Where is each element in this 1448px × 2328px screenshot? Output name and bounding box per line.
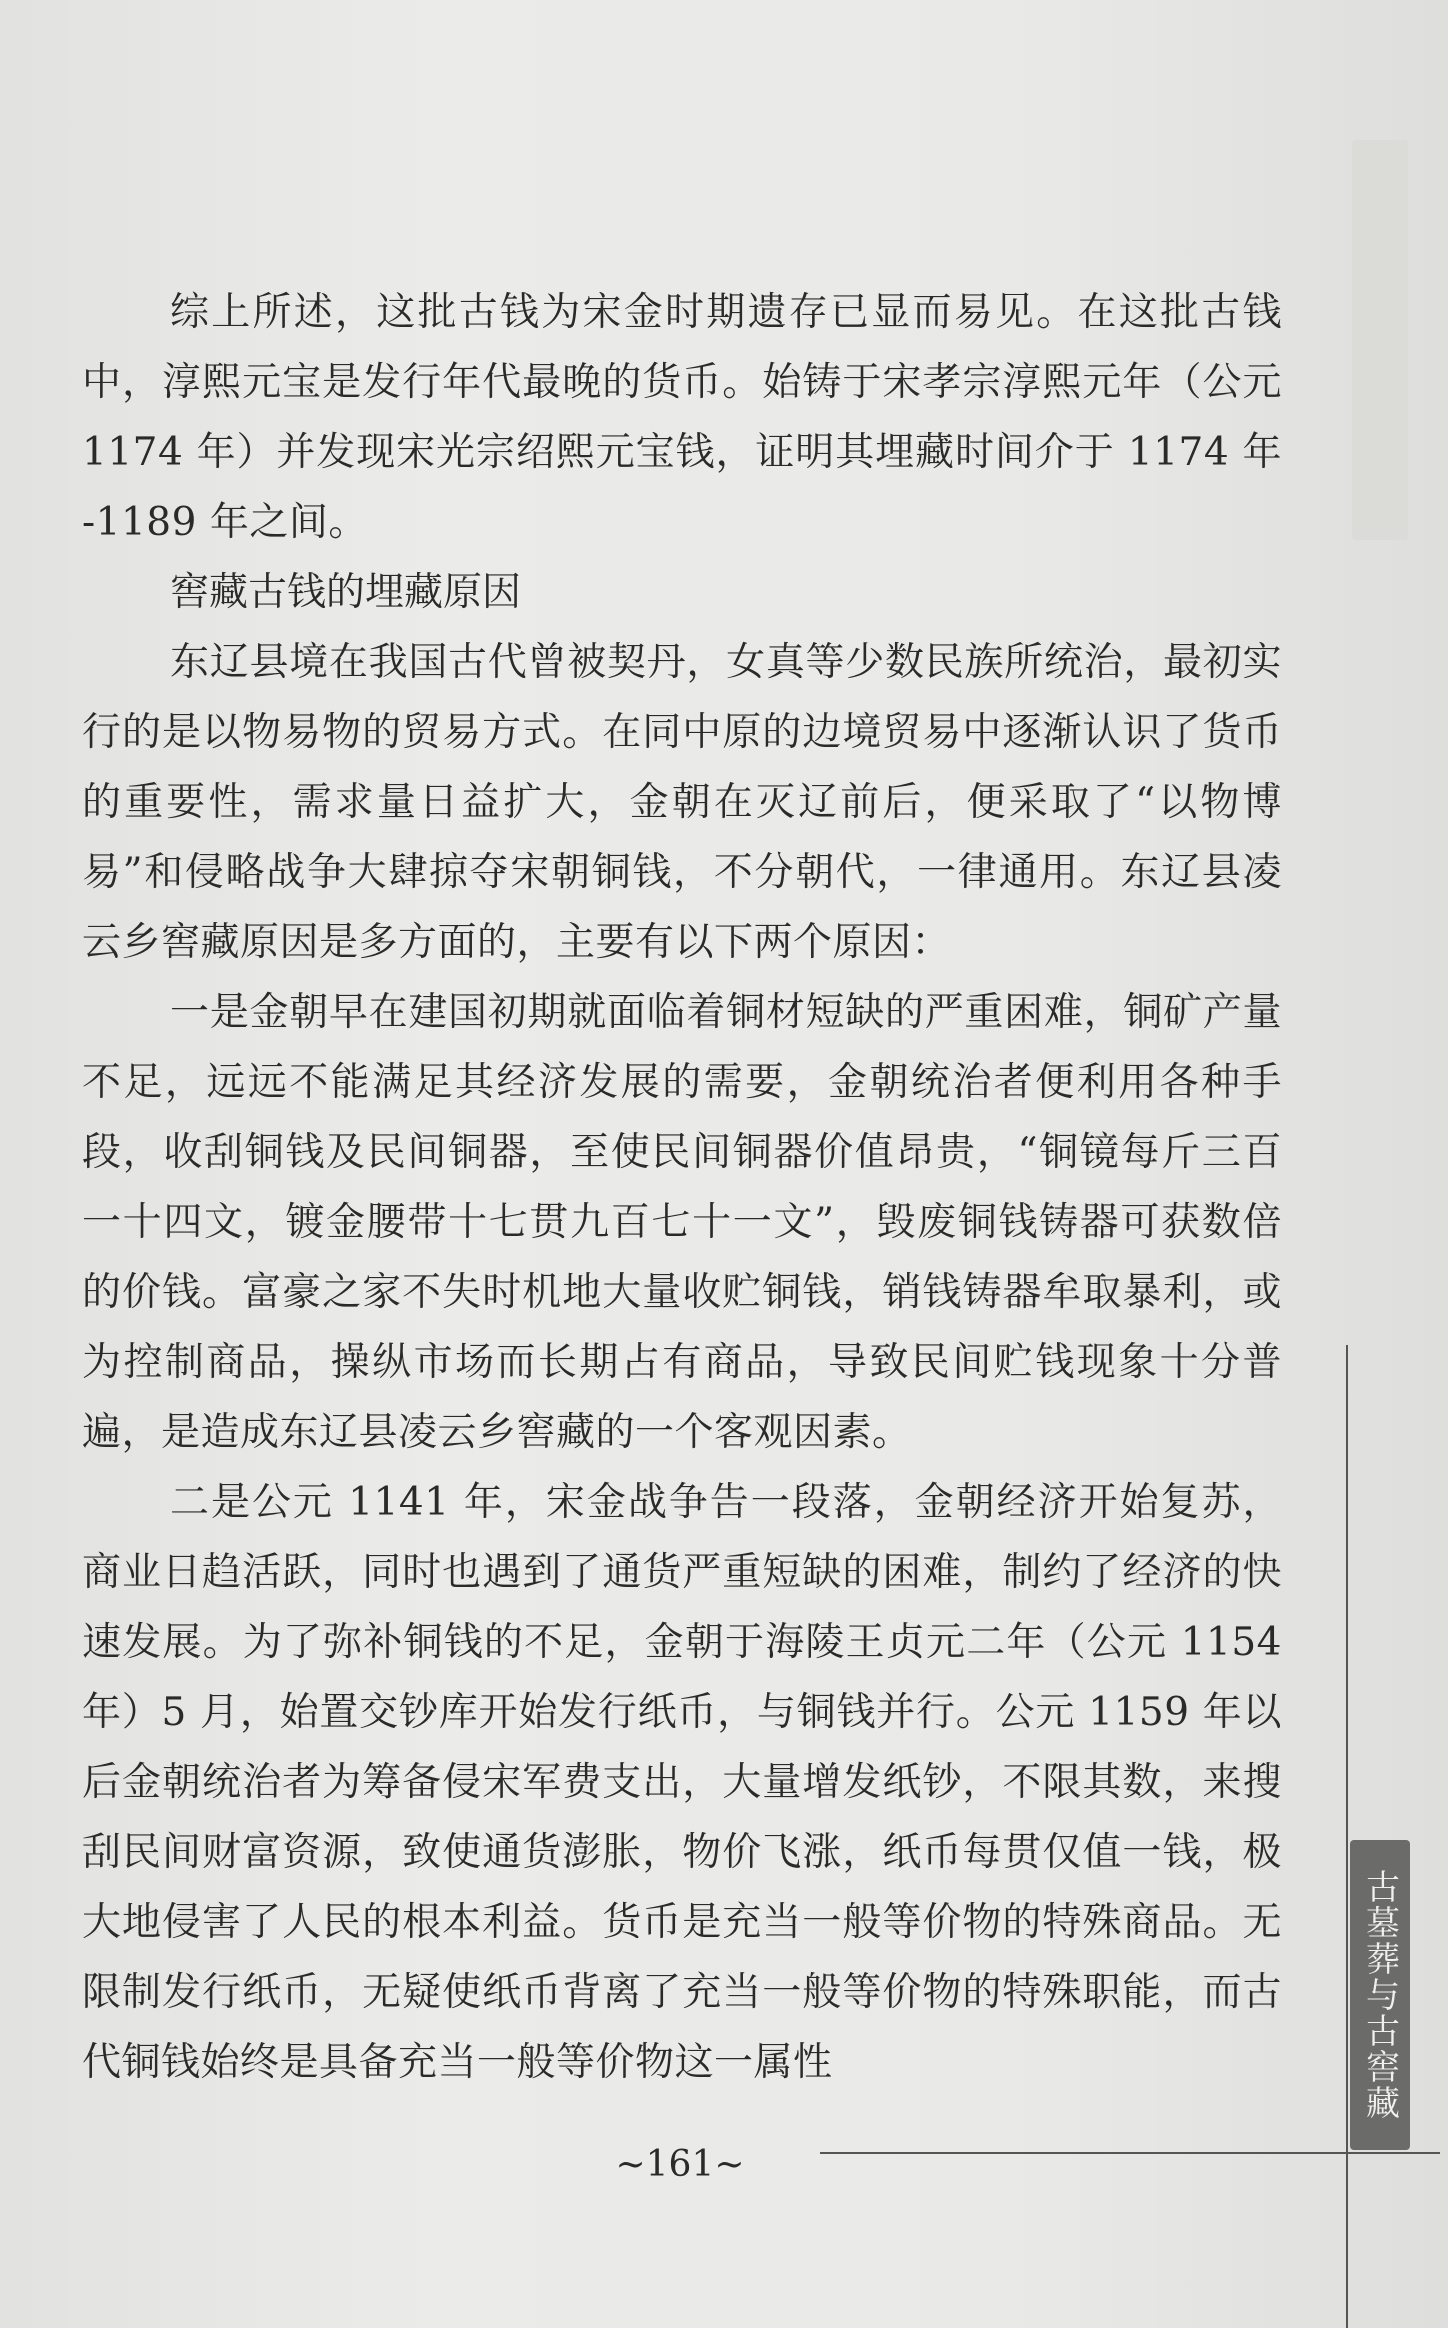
- margin-vertical-rule: [1346, 1345, 1348, 2328]
- chapter-side-tab: [1350, 1840, 1410, 2150]
- paragraph-reason-one: 一是金朝早在建国初期就面临着铜材短缺的严重困难，铜矿产量不足，远远不能满足其经济发展的需要，金朝统治者便利用各种手段，收刮铜钱及民间铜器，至使民间铜器价值昂贵，“铜镜每斤三百一十四文，镀金腰带十七贯九百七十一文”，毁废铜钱铸器可获数倍的价钱。富豪之家不失时机地大量收贮铜钱，销钱铸器牟取暴利，或为控制商品，操纵市场而长期占有商品，导致民间贮钱现象十分普遍，是造成东辽县凌云乡窖藏的一个客观因素。: [82, 990, 1282, 1455]
- body-text: [82, 278, 1282, 2098]
- side-tab-bleed: [1352, 140, 1408, 540]
- page-number: ~161~: [615, 2144, 745, 2185]
- section-heading: 窖藏古钱的埋藏原因: [170, 570, 522, 615]
- paragraph-reason-two: 二是公元 1141 年，宋金战争告一段落，金朝经济开始复苏，商业日趋活跃，同时也遇到了通货严重短缺的困难，制约了经济的快速发展。为了弥补铜钱的不足，金朝于海陵王贞元二年（公元 1154 年）5 月，始置交钞库开始发行纸币，与铜钱并行。公元 1159 年以后金朝统治者为筹备侵宋军费支出，大量增发纸钞，不限其数，来搜刮民间财富资源，致使通货澎胀，物价飞涨，纸币每贯仅值一钱，极大地侵害了人民的根本利益。货币是充当一般等价物的特殊商品。无限制发行纸币，无疑使纸币背离了充当一般等价物的特殊职能，而古代铜钱始终是具备充当一般等价物这一属性: [82, 1480, 1282, 2085]
- paragraph-intro: 东辽县境在我国古代曾被契丹，女真等少数民族所统治，最初实行的是以物易物的贸易方式。在同中原的边境贸易中逐渐认识了货币的重要性，需求量日益扩大，金朝在灭辽前后，便采取了“以物博易”和侵略战争大肆掠夺宋朝铜钱，不分朝代，一律通用。东辽县凌云乡窖藏原因是多方面的，主要有以下两个原因：: [82, 640, 1282, 965]
- footer-rule: [820, 2152, 1440, 2154]
- paragraph-summary: 综上所述，这批古钱为宋金时期遗存已显而易见。在这批古钱中，淳熙元宝是发行年代最晚的货币。始铸于宋孝宗淳熙元年（公元 1174 年）并发现宋光宗绍熙元宝钱，证明其埋藏时间介于 1174 年 -1189 年之间。: [82, 290, 1282, 545]
- chapter-side-tab-label: 古墓葬与古窖藏: [1359, 1869, 1400, 2121]
